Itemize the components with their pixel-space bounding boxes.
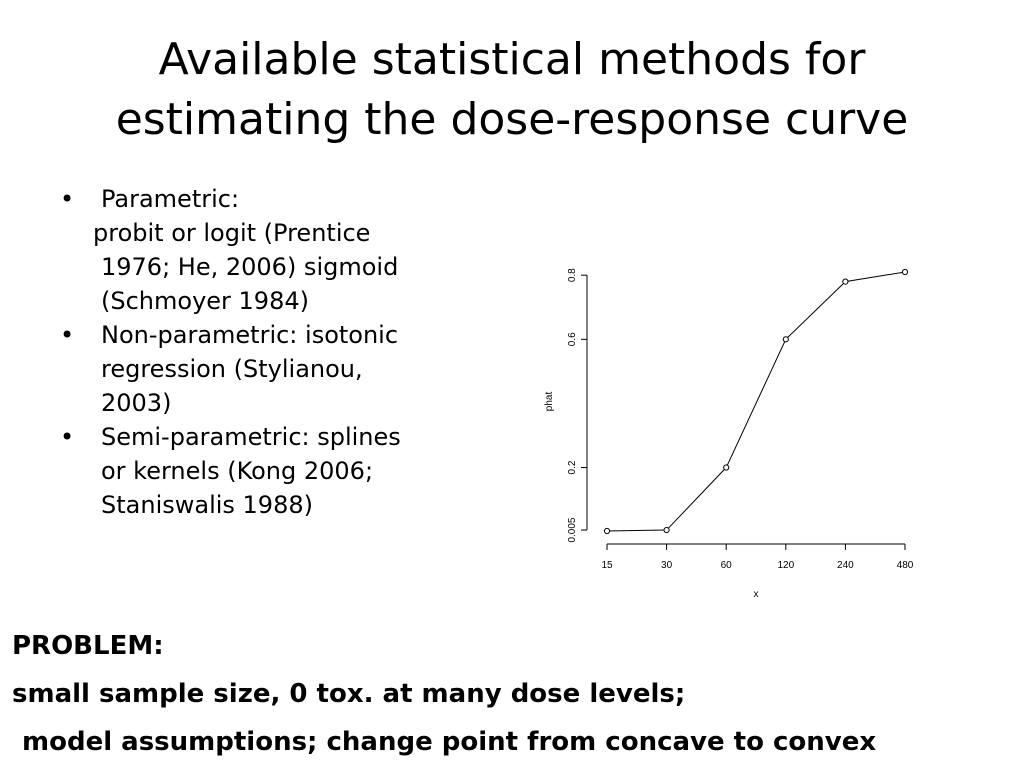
x-axis-label: x	[753, 589, 759, 600]
problem-line-2: small sample size, 0 tox. at many dose levels;	[12, 679, 686, 709]
problem-heading: PROBLEM:	[12, 631, 164, 661]
nonparametric-line-1: Non-parametric: isotonic	[101, 321, 399, 349]
bullet-semiparametric	[60, 420, 480, 522]
data-point	[902, 269, 907, 274]
problem-statement	[12, 622, 1022, 766]
semiparametric-line-1: Semi-parametric: splines	[101, 423, 401, 451]
nonparametric-line-3: 2003)	[101, 389, 172, 417]
bullet-nonparametric	[60, 318, 480, 420]
parametric-detail-line-1: probit or logit (Prentice	[93, 219, 371, 247]
y-axis-label: phat	[544, 391, 555, 412]
semiparametric-line-2: or kernels (Kong 2006;	[101, 457, 374, 485]
bullet-dot: •	[60, 423, 75, 451]
slide-title	[0, 30, 1024, 150]
problem-line-3: model assumptions; change point from concave to convex	[22, 727, 877, 757]
bullet-dot: •	[60, 185, 75, 213]
dose-response-chart	[530, 252, 930, 612]
parametric-detail	[60, 216, 480, 318]
x-tick-label: 30	[661, 560, 673, 571]
data-point	[724, 465, 729, 470]
x-tick-label: 240	[837, 560, 854, 571]
bullet-dot: •	[60, 321, 75, 349]
x-tick-label: 15	[601, 560, 613, 571]
series-line	[607, 272, 905, 531]
y-tick-label: 0.8	[567, 268, 578, 283]
semiparametric-line-3: Staniswalis 1988)	[101, 491, 313, 519]
bullet-parametric-label: Parametric:	[101, 185, 240, 213]
y-tick-label: 0.2	[567, 460, 578, 475]
title-line-2: estimating the dose-response curve	[115, 94, 909, 145]
nonparametric-line-2: regression (Stylianou,	[101, 355, 363, 383]
x-tick-label: 480	[896, 560, 914, 571]
x-tick-label: 60	[720, 560, 732, 571]
x-tick-label: 120	[777, 560, 795, 571]
parametric-detail-line-2: 1976; He, 2006) sigmoid	[101, 253, 399, 281]
parametric-detail-line-3: (Schmoyer 1984)	[101, 287, 309, 315]
bullet-parametric	[60, 182, 480, 216]
y-tick-label: 0.6	[567, 332, 578, 347]
data-point	[604, 528, 609, 533]
data-point	[783, 337, 788, 342]
bullet-list	[60, 182, 480, 522]
y-tick-label: 0.005	[567, 517, 578, 543]
data-point	[664, 527, 669, 532]
title-line-1: Available statistical methods for	[158, 34, 866, 85]
data-point	[843, 279, 848, 284]
